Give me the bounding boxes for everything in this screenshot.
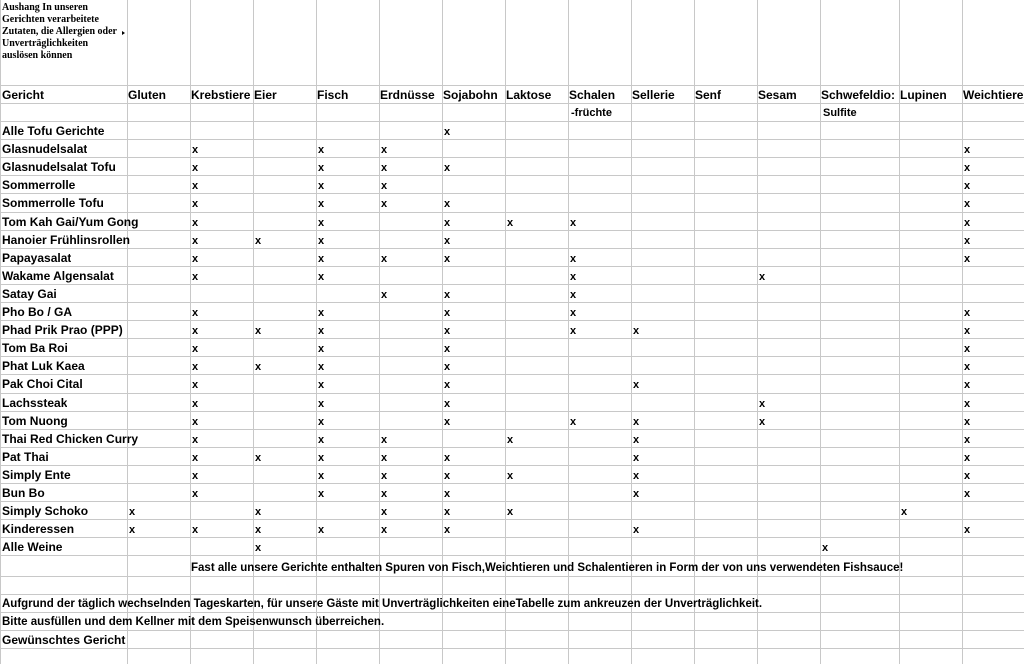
grid-hline xyxy=(0,266,1024,267)
grid-hline xyxy=(0,121,1024,122)
dish-name: Simply Ente xyxy=(2,468,71,482)
header-allergen: Sojabohn xyxy=(443,88,498,102)
allergen-mark: x xyxy=(192,434,199,446)
grid-hline xyxy=(0,85,1024,86)
grid-hline xyxy=(0,230,1024,231)
dish-name: Sommerrolle xyxy=(2,178,76,192)
grid-hline xyxy=(0,212,1024,213)
allergen-mark: x xyxy=(318,434,325,446)
allergen-mark: x xyxy=(192,217,199,229)
allergen-mark: x xyxy=(964,361,971,373)
allergen-mark: x xyxy=(255,325,262,337)
allergen-mark: x xyxy=(444,524,451,536)
grid-hline xyxy=(0,501,1024,502)
allergen-mark: x xyxy=(444,126,451,138)
allergen-mark: x xyxy=(964,235,971,247)
dish-name: Kinderessen xyxy=(2,522,75,536)
allergen-mark: x xyxy=(318,343,325,355)
allergen-mark: x xyxy=(964,379,971,391)
header-allergen: Sesam xyxy=(758,88,797,102)
allergen-mark: x xyxy=(318,325,325,337)
allergen-mark: x xyxy=(964,198,971,210)
allergen-mark: x xyxy=(192,361,199,373)
allergen-mark: x xyxy=(255,361,262,373)
allergen-mark: x xyxy=(381,434,388,446)
allergen-mark: x xyxy=(381,144,388,156)
allergen-mark: x xyxy=(318,180,325,192)
allergen-mark: x xyxy=(444,470,451,482)
allergen-mark: x xyxy=(570,325,577,337)
allergen-mark: x xyxy=(318,198,325,210)
allergen-mark: x xyxy=(964,488,971,500)
allergen-mark: x xyxy=(192,325,199,337)
allergen-mark: x xyxy=(444,398,451,410)
allergen-mark: x xyxy=(444,452,451,464)
header-allergen: Lupinen xyxy=(900,88,947,102)
header-allergen: Fisch xyxy=(317,88,349,102)
grid-vline xyxy=(0,0,1,664)
grid-hline xyxy=(0,157,1024,158)
allergen-mark: x xyxy=(444,416,451,428)
dish-name: Sommerrolle Tofu xyxy=(2,196,104,210)
header-allergen: Eier xyxy=(254,88,277,102)
allergen-mark: x xyxy=(964,217,971,229)
grid-hline xyxy=(0,630,1024,631)
allergen-mark: x xyxy=(444,162,451,174)
allergen-mark: x xyxy=(507,434,514,446)
allergen-mark: x xyxy=(192,452,199,464)
grid-hline xyxy=(0,411,1024,412)
allergen-mark: x xyxy=(318,144,325,156)
header-allergen: Sellerie xyxy=(632,88,675,102)
header-dish: Gericht xyxy=(2,88,45,102)
grid-hline xyxy=(0,576,1024,577)
grid-hline xyxy=(0,594,1024,595)
allergen-mark: x xyxy=(633,325,640,337)
dish-name: Tom Kah Gai/Yum Gong xyxy=(2,215,139,229)
header-allergen: Weichtiere xyxy=(963,88,1024,102)
grid-hline xyxy=(0,175,1024,176)
allergen-mark: x xyxy=(759,398,766,410)
allergen-mark: x xyxy=(444,325,451,337)
grid-hline xyxy=(0,429,1024,430)
dish-name: Phat Luk Kaea xyxy=(2,359,85,373)
allergen-mark: x xyxy=(318,488,325,500)
grid-hline xyxy=(0,374,1024,375)
allergen-mark: x xyxy=(444,343,451,355)
allergen-mark: x xyxy=(444,253,451,265)
grid-hline xyxy=(0,139,1024,140)
allergen-mark: x xyxy=(570,253,577,265)
allergen-mark: x xyxy=(318,217,325,229)
allergen-mark: x xyxy=(318,470,325,482)
dish-name: Glasnudelsalat xyxy=(2,142,88,156)
allergen-mark: x xyxy=(318,452,325,464)
allergen-mark: x xyxy=(381,524,388,536)
allergen-mark: x xyxy=(964,162,971,174)
grid-hline xyxy=(0,302,1024,303)
allergen-mark: x xyxy=(381,162,388,174)
allergen-mark: x xyxy=(192,488,199,500)
grid-hline xyxy=(0,447,1024,448)
allergen-mark: x xyxy=(444,198,451,210)
allergen-mark: x xyxy=(964,434,971,446)
dish-name: Hanoier Frühlinsrollen xyxy=(2,233,131,247)
header-allergen: Gluten xyxy=(128,88,166,102)
allergen-mark: x xyxy=(192,198,199,210)
allergen-mark: x xyxy=(964,325,971,337)
allergen-mark: x xyxy=(192,253,199,265)
allergen-mark: x xyxy=(381,198,388,210)
dish-name: Pak Choi Cital xyxy=(2,377,83,391)
grid-hline xyxy=(0,483,1024,484)
allergen-mark: x xyxy=(255,235,262,247)
allergen-mark: x xyxy=(318,524,325,536)
subheader-schalen: -früchte xyxy=(571,107,612,119)
allergen-mark: x xyxy=(318,379,325,391)
allergen-mark: x xyxy=(633,488,640,500)
allergen-mark: x xyxy=(255,524,262,536)
allergen-mark: x xyxy=(129,524,136,536)
header-allergen: Senf xyxy=(695,88,722,102)
grid-hline xyxy=(0,612,1024,613)
allergen-mark: x xyxy=(570,289,577,301)
grid-hline xyxy=(0,320,1024,321)
allergen-mark: x xyxy=(318,253,325,265)
allergen-mark: x xyxy=(192,470,199,482)
allergen-mark: x xyxy=(192,379,199,391)
allergen-mark: x xyxy=(318,162,325,174)
allergen-mark: x xyxy=(964,524,971,536)
allergen-mark: x xyxy=(318,235,325,247)
dish-name: Lachssteak xyxy=(2,396,68,410)
allergen-mark: x xyxy=(964,470,971,482)
dish-name: Alle Weine xyxy=(2,540,63,554)
allergen-mark: x xyxy=(444,235,451,247)
allergen-mark: x xyxy=(964,253,971,265)
allergen-mark: x xyxy=(255,542,262,554)
allergen-mark: x xyxy=(633,379,640,391)
dish-name: Glasnudelsalat Tofu xyxy=(2,160,116,174)
allergen-mark: x xyxy=(192,180,199,192)
allergen-mark: x xyxy=(964,180,971,192)
allergen-mark: x xyxy=(129,506,136,518)
dish-name: Tom Nuong xyxy=(2,414,68,428)
allergen-mark: x xyxy=(192,524,199,536)
allergen-mark: x xyxy=(822,542,829,554)
allergen-mark: x xyxy=(633,524,640,536)
allergen-mark: x xyxy=(444,379,451,391)
allergen-mark: x xyxy=(570,307,577,319)
allergen-mark: x xyxy=(570,416,577,428)
allergen-mark: x xyxy=(444,307,451,319)
grid-hline xyxy=(0,465,1024,466)
allergen-mark: x xyxy=(507,470,514,482)
allergen-mark: x xyxy=(570,217,577,229)
header-allergen: Schalen xyxy=(569,88,616,102)
dish-name: Wakame Algensalat xyxy=(2,269,114,283)
allergen-mark: x xyxy=(759,271,766,283)
header-allergen: Erdnüsse xyxy=(380,88,435,102)
allergen-mark: x xyxy=(192,398,199,410)
traces-note: Fast alle unsere Gerichte enthalten Spuren von Fisch,Weichtieren und Schalentieren in Form der von uns verwendeten Fishsauce! xyxy=(191,562,904,574)
grid-hline xyxy=(0,555,1024,556)
dish-name: Satay Gai xyxy=(2,287,57,301)
subheader-sulfite: Sulfite xyxy=(823,107,857,119)
grid-hline xyxy=(0,537,1024,538)
dish-name: Tom Ba Roi xyxy=(2,341,68,355)
allergen-mark: x xyxy=(192,307,199,319)
allergen-mark: x xyxy=(444,361,451,373)
allergen-mark: x xyxy=(507,506,514,518)
allergen-mark: x xyxy=(759,416,766,428)
allergen-mark: x xyxy=(381,488,388,500)
allergen-mark: x xyxy=(381,470,388,482)
allergen-mark: x xyxy=(381,180,388,192)
dish-name: Papayasalat xyxy=(2,251,72,265)
allergen-mark: x xyxy=(633,470,640,482)
allergen-mark: x xyxy=(381,506,388,518)
allergen-mark: x xyxy=(255,452,262,464)
allergen-mark: x xyxy=(964,144,971,156)
footer-line-1: Aufgrund der täglich wechselnden Tageskarten, für unsere Gäste mit Unverträglichkeiten eineTabelle zum ankreuzen der Unverträglichkeit. xyxy=(2,598,763,610)
grid-hline xyxy=(0,338,1024,339)
allergen-mark: x xyxy=(444,488,451,500)
allergen-mark: x xyxy=(192,343,199,355)
grid-hline xyxy=(0,103,1024,104)
allergen-mark: x xyxy=(318,361,325,373)
dish-name: Phad Prik Prao (PPP) xyxy=(2,323,123,337)
allergen-mark: x xyxy=(192,416,199,428)
allergen-mark: x xyxy=(381,289,388,301)
header-allergen: Laktose xyxy=(506,88,552,102)
header-allergen: Krebstiere xyxy=(191,88,251,102)
dish-name: Pho Bo / GA xyxy=(2,305,72,319)
allergen-mark: x xyxy=(633,434,640,446)
allergen-mark: x xyxy=(901,506,908,518)
dish-name: Alle Tofu Gerichte xyxy=(2,124,105,138)
dish-name: Bun Bo xyxy=(2,486,45,500)
allergen-mark: x xyxy=(444,217,451,229)
notice-text: Aushang In unseren Gerichten verarbeitete Zutaten, die Allergien oder Unverträglichkeiten auslösen können xyxy=(2,2,117,61)
allergen-mark: x xyxy=(570,271,577,283)
allergen-mark: x xyxy=(633,416,640,428)
allergen-mark: x xyxy=(192,162,199,174)
allergen-mark: x xyxy=(964,452,971,464)
allergen-mark: x xyxy=(318,271,325,283)
cell-comment-marker xyxy=(122,31,125,35)
allergen-mark: x xyxy=(964,416,971,428)
grid-hline xyxy=(0,193,1024,194)
dish-name: Simply Schoko xyxy=(2,504,89,518)
dish-name: Pat Thai xyxy=(2,450,49,464)
allergen-mark: x xyxy=(381,253,388,265)
grid-hline xyxy=(0,248,1024,249)
allergen-mark: x xyxy=(318,398,325,410)
grid-hline xyxy=(0,648,1024,649)
allergen-mark: x xyxy=(964,307,971,319)
grid-hline xyxy=(0,284,1024,285)
allergen-mark: x xyxy=(964,398,971,410)
allergen-mark: x xyxy=(192,144,199,156)
allergen-mark: x xyxy=(507,217,514,229)
allergen-mark: x xyxy=(255,506,262,518)
allergen-mark: x xyxy=(444,289,451,301)
allergen-mark: x xyxy=(381,452,388,464)
allergen-mark: x xyxy=(318,416,325,428)
allergen-mark: x xyxy=(192,271,199,283)
grid-hline xyxy=(0,519,1024,520)
allergen-mark: x xyxy=(964,343,971,355)
allergen-mark: x xyxy=(318,307,325,319)
grid-hline xyxy=(0,356,1024,357)
allergen-mark: x xyxy=(633,452,640,464)
header-allergen: Schwefeldio: xyxy=(821,88,896,102)
requested-dish-label: Gewünschtes Gericht xyxy=(2,633,126,647)
allergen-mark: x xyxy=(444,506,451,518)
dish-name: Thai Red Chicken Curry xyxy=(2,432,139,446)
allergen-mark: x xyxy=(192,235,199,247)
footer-line-2: Bitte ausfüllen und dem Kellner mit dem Speisenwunsch überreichen. xyxy=(2,616,385,628)
grid-hline xyxy=(0,393,1024,394)
